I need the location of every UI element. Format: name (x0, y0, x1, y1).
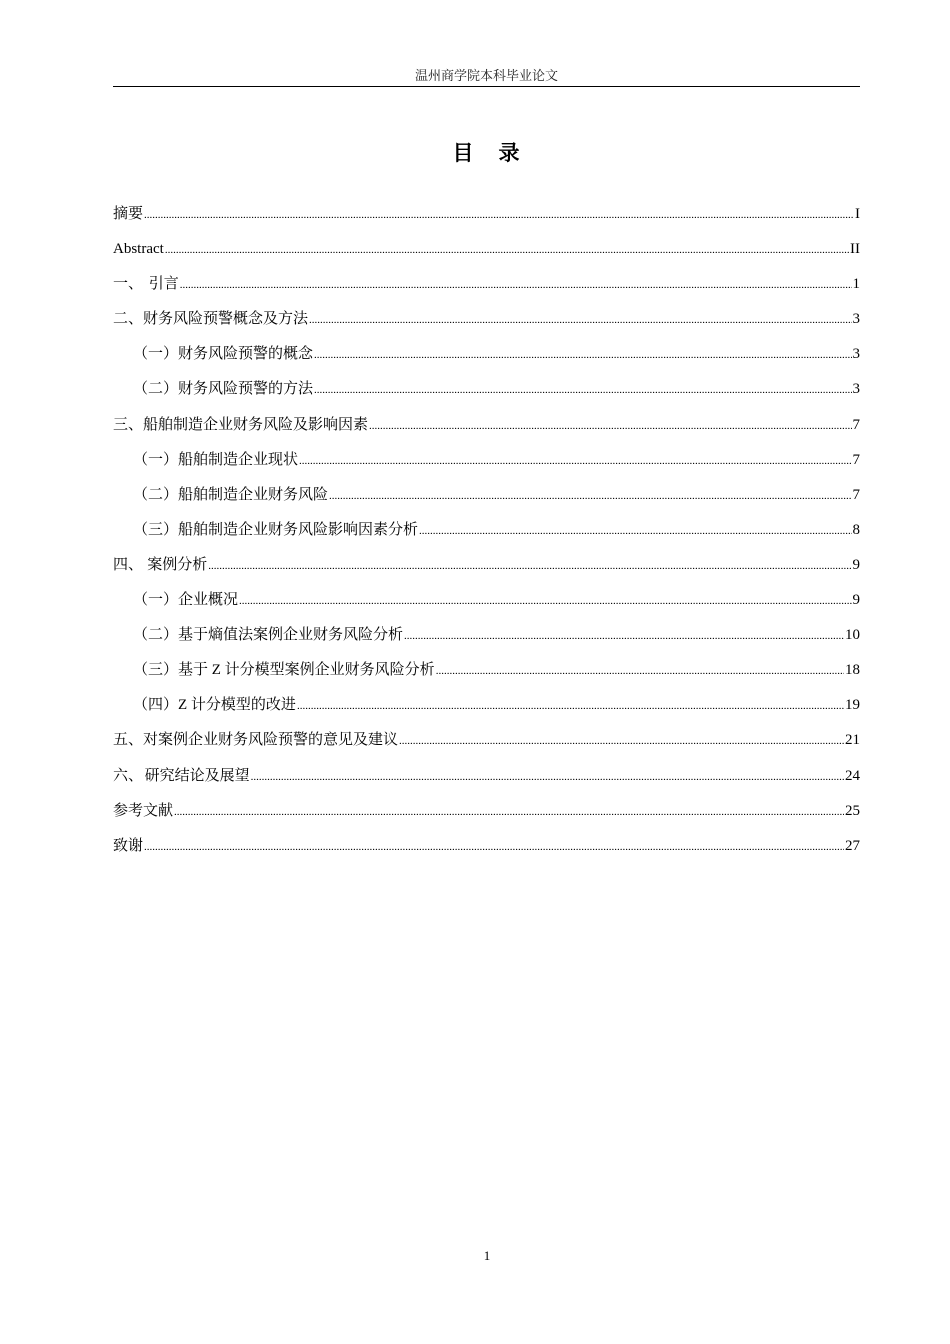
toc-dot-leader (251, 764, 844, 790)
toc-entry[interactable] (113, 412, 860, 447)
toc-entry-number: 五、 (113, 732, 144, 749)
toc-dot-leader (369, 413, 851, 439)
toc-entry-label: 基于熵值法案例企业财务风险分析 (178, 627, 404, 644)
toc-dot-leader (329, 483, 851, 509)
toc-entry-label: 对案例企业财务风险预警的意见及建议 (143, 732, 399, 749)
toc-entry-page: 9 (852, 592, 860, 609)
toc-entry-number: （一） (133, 346, 179, 363)
toc-entry-label: 企业概况 (178, 592, 239, 609)
toc-entry-page: 8 (852, 521, 860, 538)
toc-entry-page: 3 (852, 311, 860, 328)
toc-entry[interactable] (113, 517, 860, 552)
toc-entry-label: 船舶制造企业财务风险影响因素分析 (178, 521, 419, 538)
toc-dot-leader (144, 202, 854, 228)
toc-dot-leader (404, 623, 844, 649)
toc-dot-leader (399, 728, 844, 754)
toc-dot-leader (297, 693, 844, 719)
toc-entry-label: 船舶制造企业财务风险及影响因素 (143, 416, 369, 433)
table-of-contents (113, 201, 860, 868)
toc-entry-number: 六、 (113, 767, 144, 784)
toc-entry[interactable] (113, 692, 860, 727)
toc-entry-page: 7 (852, 451, 860, 468)
toc-entry-page: 7 (852, 416, 860, 433)
toc-entry-label: 船舶制造企业财务风险 (178, 486, 329, 503)
toc-entry-label: Z 计分模型的改进 (178, 697, 296, 714)
toc-dot-leader (180, 272, 852, 298)
toc-dot-leader (299, 448, 851, 474)
toc-entry[interactable] (113, 552, 860, 587)
toc-entry[interactable] (113, 271, 860, 306)
toc-entry-label: 财务风险预警概念及方法 (143, 311, 309, 328)
toc-entry-number: 一、 (113, 276, 144, 293)
toc-entry-number: （二） (133, 627, 179, 644)
toc-entry[interactable] (113, 833, 860, 868)
toc-entry[interactable] (113, 587, 860, 622)
toc-entry[interactable] (113, 341, 860, 376)
toc-entry-page: II (850, 241, 860, 258)
toc-entry-page: 7 (852, 486, 860, 503)
toc-entry-label: 引言 (148, 276, 179, 293)
toc-entry-page: 21 (845, 732, 860, 749)
toc-entry-page: 1 (852, 276, 860, 293)
toc-entry-label: 致谢 (113, 837, 144, 854)
toc-dot-leader (436, 658, 844, 684)
toc-entry[interactable] (113, 657, 860, 692)
toc-entry-page: 25 (845, 802, 860, 819)
toc-entry[interactable] (113, 376, 860, 411)
toc-entry[interactable] (113, 236, 860, 271)
toc-dot-leader (144, 834, 844, 860)
toc-entry-page: 3 (852, 381, 860, 398)
toc-entry-label: 船舶制造企业现状 (178, 451, 299, 468)
toc-title: 目 录 (452, 141, 522, 165)
toc-entry-number: （一） (133, 592, 179, 609)
page-footer (0, 1248, 950, 1264)
toc-dot-leader (314, 342, 851, 368)
toc-entry[interactable] (113, 763, 860, 798)
toc-entry-label: 摘要 (113, 206, 144, 222)
toc-entry[interactable] (113, 798, 860, 833)
toc-entry-page: 10 (845, 627, 860, 644)
toc-entry[interactable] (113, 201, 860, 236)
toc-dot-leader (208, 553, 851, 579)
toc-entry-label: 财务风险预警的方法 (178, 381, 314, 398)
toc-entry-number: 二、 (113, 311, 144, 328)
toc-entry-page: 27 (845, 837, 860, 854)
toc-entry[interactable] (113, 622, 860, 657)
toc-dot-leader (165, 237, 849, 263)
toc-dot-leader (174, 799, 844, 825)
toc-dot-leader (419, 518, 851, 544)
toc-entry-number: （二） (133, 381, 179, 398)
toc-entry-label: 研究结论及展望 (144, 767, 250, 784)
toc-entry-label: Abstract (113, 241, 164, 258)
toc-dot-leader (314, 377, 851, 403)
toc-entry-number: （四） (133, 697, 179, 714)
toc-entry-number: （一） (133, 451, 179, 468)
toc-entry-page: 3 (852, 346, 860, 363)
toc-entry-number: （二） (133, 486, 179, 503)
toc-entry-number: （三） (133, 662, 179, 679)
toc-entry-page: 18 (845, 662, 860, 679)
toc-entry-number: 四、 (113, 556, 144, 573)
toc-entry-label: 财务风险预警的概念 (178, 346, 314, 363)
toc-entry-label: 参考文献 (113, 802, 174, 819)
toc-dot-leader (239, 588, 851, 614)
toc-entry-number: 三、 (113, 416, 144, 433)
toc-entry-label: 基于 Z 计分模型案例企业财务风险分析 (178, 662, 435, 679)
toc-dot-leader (309, 307, 851, 333)
toc-entry[interactable] (113, 306, 860, 341)
toc-entry[interactable] (113, 482, 860, 517)
toc-entry-page: I (855, 206, 860, 222)
toc-entry[interactable] (113, 447, 860, 482)
toc-entry[interactable] (113, 727, 860, 762)
toc-entry-page: 9 (852, 556, 860, 573)
page-header (113, 67, 860, 87)
toc-entry-page: 19 (845, 697, 860, 714)
toc-entry-page: 24 (845, 767, 860, 784)
page-number: 1 (483, 1248, 491, 1263)
toc-entry-number: （三） (133, 521, 179, 538)
header-text: 温州商学院本科毕业论文 (414, 68, 558, 83)
toc-entry-label: 案例分析 (147, 556, 208, 573)
